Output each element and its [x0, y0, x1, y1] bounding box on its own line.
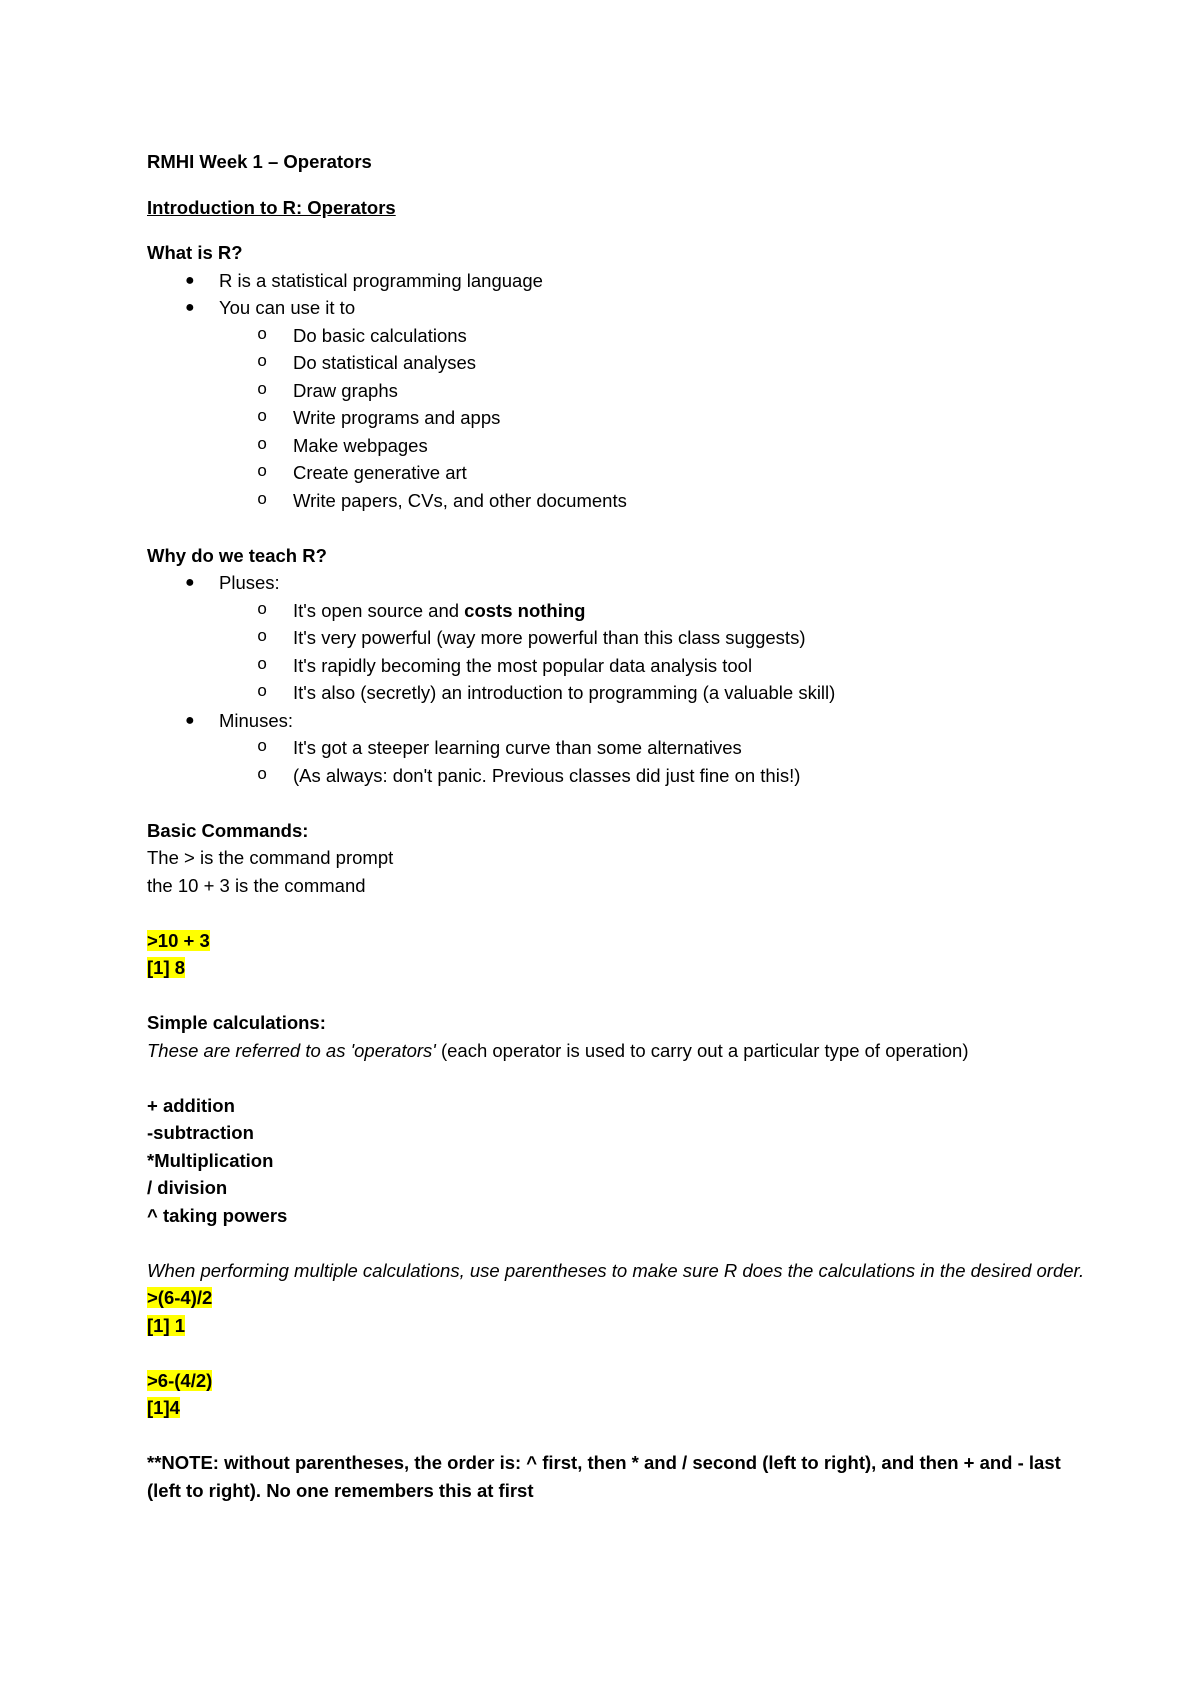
circle-bullet-icon: o — [257, 463, 268, 482]
operator-item: / division — [147, 1177, 228, 1198]
circle-bullet-icon: o — [257, 765, 268, 785]
sub-list-item: o Do statistical analyses — [147, 349, 1087, 377]
circle-bullet-icon: o — [257, 600, 268, 620]
parentheses-note: When performing multiple calculations, use parentheses to make sure R does the calculations in the desired order. — [147, 1259, 1085, 1281]
prompt-explanation: The > is the command prompt — [147, 847, 394, 868]
circle-bullet-icon: o — [257, 325, 268, 345]
circle-bullet-icon: o — [257, 353, 268, 372]
section-title: Introduction to R: Operators — [147, 196, 396, 218]
operator-item: *Multiplication — [147, 1149, 274, 1171]
command-explanation: the 10 + 3 is the command — [147, 874, 366, 896]
list-item: ● You can use it to — [147, 294, 1087, 322]
sub-list-item: o Write papers, CVs, and other documents — [147, 487, 1087, 515]
sub-list-item: o (As always: don't panic. Previous classes did just fine on this!) — [147, 762, 1087, 790]
list-item: ● R is a statistical programming language — [147, 267, 1087, 295]
sub-list-item: o It's very powerful (way more powerful than this class suggests) — [147, 624, 1087, 652]
order-of-operations-note: **NOTE: without parentheses, the order is: ^ first, then * and / second (left to right), and then + and - last (left to right). No one remembers this at first — [147, 1452, 1061, 1501]
bullet-icon: ● — [185, 299, 195, 316]
sub-list-item: o It's rapidly becoming the most popular data analysis tool — [147, 652, 1087, 680]
sub-list-item: o Do basic calculations — [147, 322, 1087, 350]
bullet-icon: ● — [185, 271, 195, 289]
bullet-icon: ● — [185, 711, 195, 729]
circle-bullet-icon: o — [257, 380, 268, 400]
sub-list-item: o Write programs and apps — [147, 404, 1087, 432]
sub-list-item: o It's open source and costs nothing — [147, 597, 1087, 625]
circle-bullet-icon: o — [257, 490, 268, 510]
why-teach-r-heading: Why do we teach R? — [147, 544, 327, 566]
why-teach-r-list — [147, 569, 1087, 789]
circle-bullet-icon: o — [257, 435, 268, 455]
circle-bullet-icon: o — [257, 683, 268, 702]
operators-intro: These are referred to as 'operators' (each operator is used to carry out a particular type of operation) — [147, 1039, 969, 1061]
code-output: [1] 1 — [147, 1314, 186, 1336]
list-item: ● Pluses: — [147, 569, 1087, 597]
operator-item: ^ taking powers — [147, 1204, 288, 1226]
circle-bullet-icon: o — [257, 628, 268, 647]
operator-item: + addition — [147, 1094, 235, 1116]
sub-list-item: o Create generative art — [147, 459, 1087, 487]
simple-calc-heading: Simple calculations: — [147, 1012, 326, 1033]
list-item: ● Minuses: — [147, 707, 1087, 735]
document-page — [147, 148, 1087, 1504]
circle-bullet-icon: o — [257, 738, 268, 757]
code-example: >10 + 3 — [147, 929, 210, 951]
code-output: [1]4 — [147, 1397, 180, 1418]
sub-list-item: o It's also (secretly) an introduction to programming (a valuable skill) — [147, 679, 1087, 707]
code-example: >6-(4/2) — [147, 1369, 213, 1391]
bullet-icon: ● — [185, 574, 195, 591]
sub-list-item: o Draw graphs — [147, 377, 1087, 405]
doc-title: RMHI Week 1 – Operators — [147, 151, 372, 172]
basic-commands-heading: Basic Commands: — [147, 819, 309, 841]
sub-list-item: o Make webpages — [147, 432, 1087, 460]
operator-item: -subtraction — [147, 1122, 254, 1143]
circle-bullet-icon: o — [257, 408, 268, 427]
sub-list-item: o It's got a steeper learning curve than some alternatives — [147, 734, 1087, 762]
what-is-r-heading: What is R? — [147, 242, 243, 263]
code-output: [1] 8 — [147, 957, 186, 978]
circle-bullet-icon: o — [257, 655, 268, 675]
code-example: >(6-4)/2 — [147, 1287, 213, 1308]
what-is-r-list — [147, 267, 1087, 515]
